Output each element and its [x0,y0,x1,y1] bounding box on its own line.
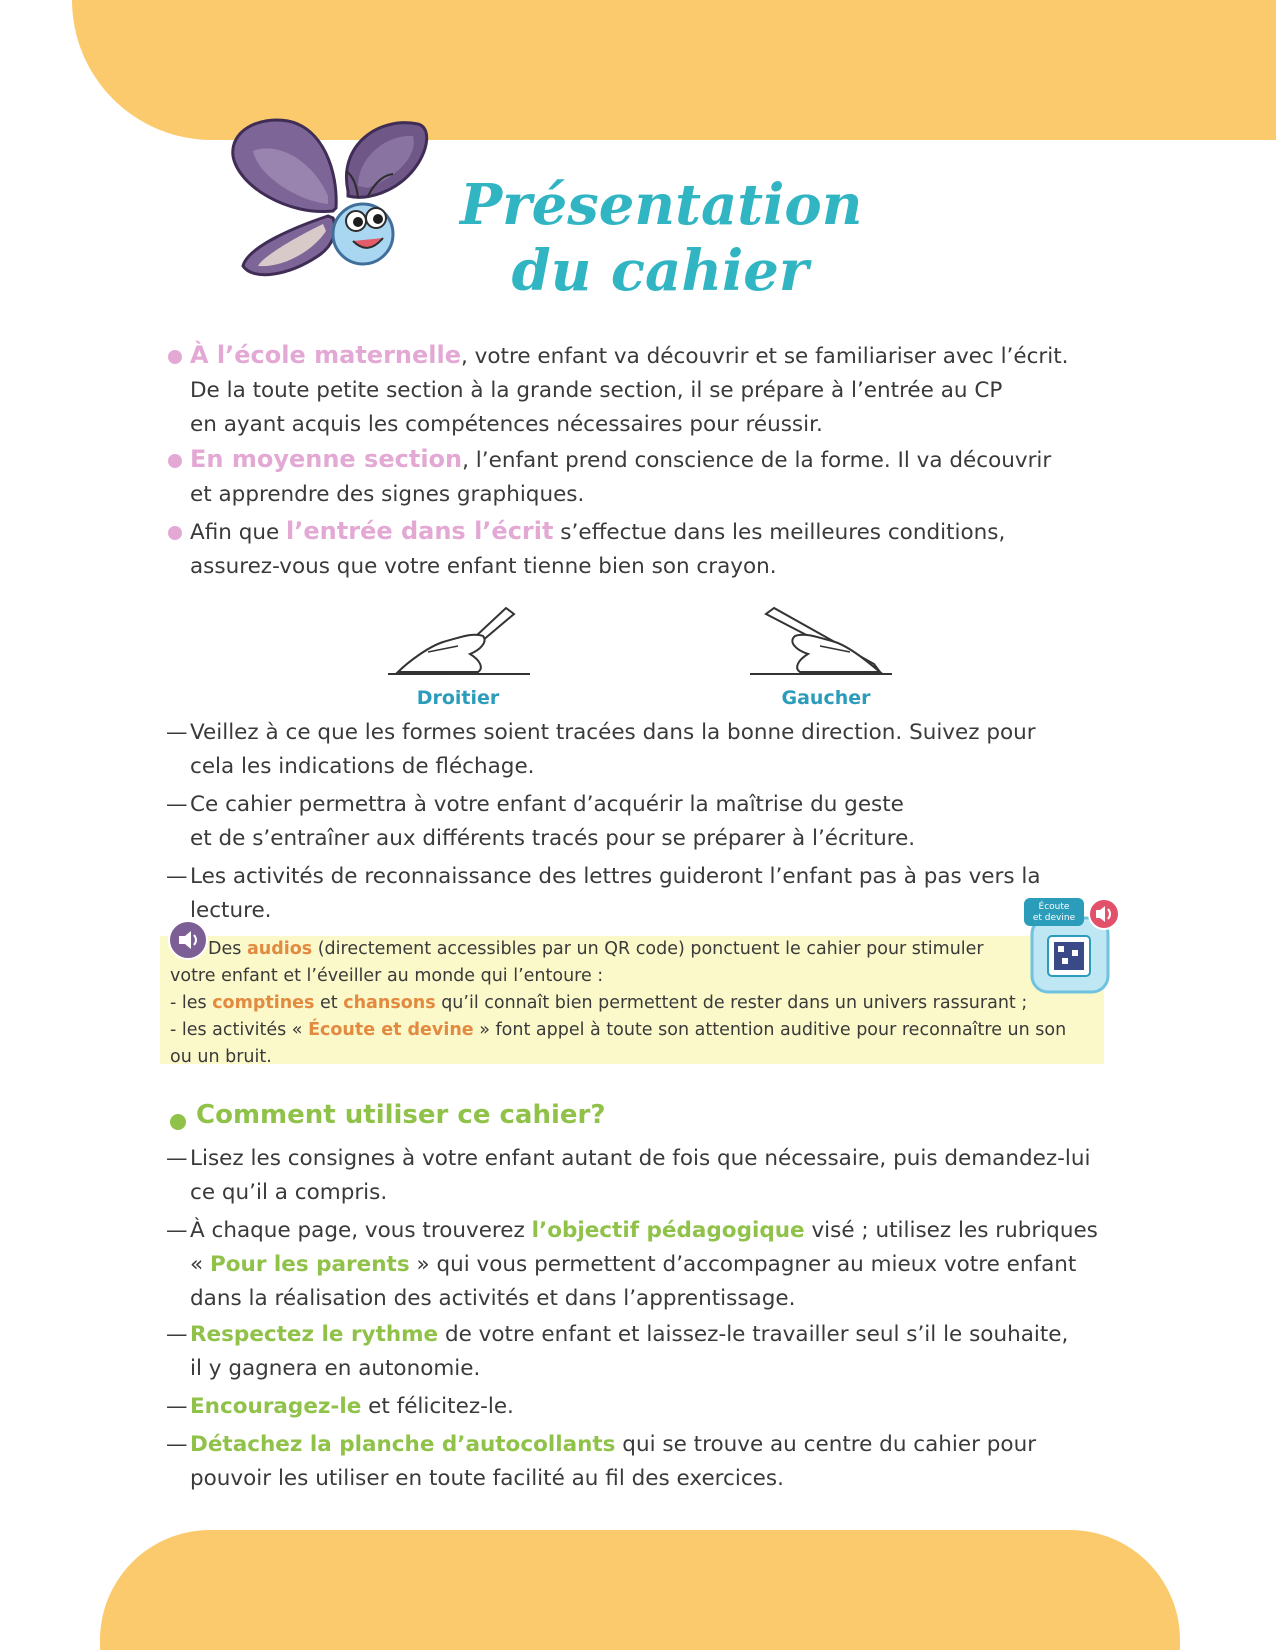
highlight-moyenne-section: En moyenne section [190,445,463,473]
intro-text: Afin que [190,520,287,545]
intro-text: s’effectue dans les meilleures conditions, [553,520,1006,545]
page-title [460,172,863,304]
howto-text: ce qu’il a compris. [190,1180,388,1205]
intro-text: assurez-vous que votre enfant tienne bien son crayon. [190,554,777,579]
intro-text: , l’enfant prend conscience de la forme. Il va découvrir [462,448,1052,473]
dash: — [166,1146,188,1171]
audio-text [170,936,1090,1071]
badge-label-line-2: et devine [1032,913,1076,923]
tip-text: cela les indications de fléchage. [190,754,535,779]
left-hand-pencil-icon [750,602,892,676]
howto-text: « [190,1252,210,1277]
howto-text: » qui vous permettent d’accompagner au mieux votre enfant [409,1252,1077,1277]
intro-text: en ayant acquis les compétences nécessaires pour réussir. [190,412,823,437]
title-line-1: Présentation [460,172,863,238]
badge-label-line-1: Écoute [1038,902,1070,912]
intro-text: De la toute petite section à la grande section, il se prépare à l’entrée au CP [190,378,1003,403]
highlight-comptines: comptines [212,993,315,1013]
highlight-chansons: chansons [343,993,436,1013]
highlight-objectif-pedagogique: l’objectif pédagogique [531,1218,805,1243]
intro-bullet-entree-ecrit [190,514,1120,584]
howto-text: À chaque page, vous trouverez [190,1218,532,1243]
bottom-decorative-band [100,1530,1180,1650]
audio-text: Des [208,939,247,959]
dash: — [166,1322,188,1347]
title-line-2: du cahier [511,238,809,304]
bullet-dot [168,350,182,364]
audio-text: qu’il connaît bien permettent de rester dans un univers rassurant ; [435,993,1028,1013]
howto-title: Comment utiliser ce cahier? [196,1100,606,1130]
bullet-dot [168,526,182,540]
howto-text: et félicitez-le. [361,1394,514,1419]
tip-direction [166,716,1120,784]
howto-text: visé ; utilisez les rubriques [804,1218,1098,1243]
bullet-dot [168,454,182,468]
howto-text: Lisez les consignes à votre enfant autant de fois que nécessaire, puis demandez-lui [190,1146,1091,1171]
highlight-entree-ecrit: l’entrée dans l’écrit [286,517,554,545]
howto-item-objectif [166,1214,1120,1316]
howto-text: de votre enfant et laissez-le travailler seul s’il le souhaite, [438,1322,1069,1347]
right-handed-label: Droitier [416,687,500,709]
intro-bullet-moyenne-section [190,442,1120,512]
tip-text: et de s’entraîner aux différents tracés pour se préparer à l’écriture. [190,826,916,851]
tip-text: Les activités de reconnaissance des lettres guideront l’enfant pas à pas vers la lecture. [190,864,1041,923]
butterfly-illustration [228,116,438,286]
audio-text: - les [170,993,213,1013]
audio-text: » font appel à toute son attention auditive pour reconnaître un son [473,1020,1067,1040]
howto-item-encouragez [166,1390,1120,1424]
highlight-ecoute-devine: Écoute et devine [308,1020,474,1040]
highlight-detachez-planche: Détachez la planche d’autocollants [190,1432,616,1457]
highlight-encouragez: Encouragez-le [190,1394,362,1419]
dash: — [166,1432,188,1457]
left-handed-label: Gaucher [781,687,871,709]
right-hand-pencil-icon [388,602,530,676]
howto-text: il y gagnera en autonomie. [190,1356,481,1381]
dash: — [166,720,188,745]
tip-text: Veillez à ce que les formes soient tracées dans la bonne direction. Suivez pour [190,720,1036,745]
tip-geste [166,788,1120,856]
highlight-audios: audios [246,939,313,959]
dash: — [166,792,188,817]
section-dot [170,1114,186,1130]
audio-text: ou un bruit. [170,1047,272,1067]
tip-lecture [166,860,1120,928]
dash: — [166,1394,188,1419]
howto-item-consignes [166,1142,1120,1210]
intro-bullet-maternelle [190,338,1120,442]
audio-info-box [160,936,1104,1067]
audio-text: (directement accessibles par un QR code) ponctuent le cahier pour stimuler [312,939,984,959]
howto-text: dans la réalisation des activités et dans l’apprentissage. [190,1286,796,1311]
audio-text: - les activités « [170,1020,309,1040]
howto-text: pouvoir les utiliser en toute facilité au fil des exercices. [190,1466,784,1491]
howto-item-autocollants [166,1428,1120,1496]
audio-text: et [314,993,344,1013]
highlight-pour-les-parents: Pour les parents [210,1252,410,1277]
intro-text: , votre enfant va découvrir et se familiariser avec l’écrit. [461,344,1069,369]
dash: — [166,1218,188,1243]
audio-text: votre enfant et l’éveiller au monde qui l’entoure : [170,966,604,986]
highlight-respectez-rythme: Respectez le rythme [190,1322,439,1347]
intro-text: et apprendre des signes graphiques. [190,482,585,507]
dash: — [166,864,188,889]
tip-text: Ce cahier permettra à votre enfant d’acquérir la maîtrise du geste [190,792,904,817]
howto-item-rythme [166,1318,1120,1386]
qr-code-icon[interactable] [1024,898,1124,996]
highlight-ecole-maternelle: À l’école maternelle [190,341,462,369]
howto-text: qui se trouve au centre du cahier pour [615,1432,1037,1457]
